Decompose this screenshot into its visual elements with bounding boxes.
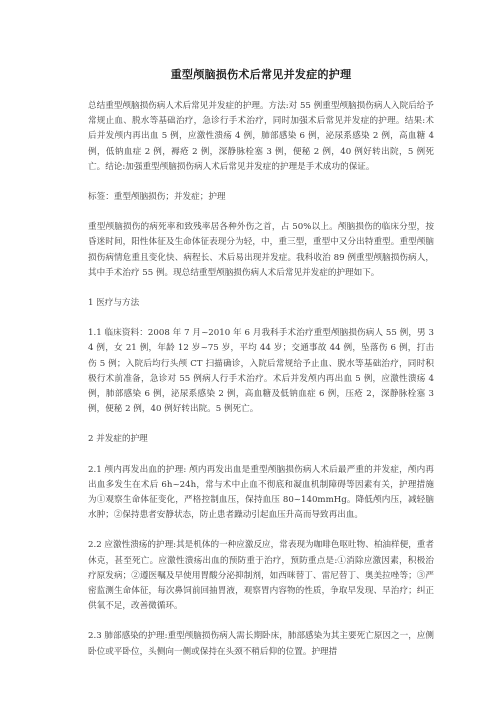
clinical-data-paragraph: 1.1 临床资料：2008 年 7 月~2010 年 6 月我科手术治疗重型颅脑损伤病人 55 例，男 34 例，女 21 例，年龄 12 岁~75 岁，平均 44 岁；交通事故 44 例，坠落伤 6 例，打击伤 5 例；入院后均行头颅 CT 扫描确诊，入院后常规给予止血、脱水等基础治疗，同时积极行术前准备，急诊对 55 例病人行手术治疗。术后并发颅内再出血 5 例，应激性溃疡 4 例，肺部感染 6 例，泌尿系感染 2 例，高血糖及低钠血症 6 例，压疮 2，深静脉栓塞 3 例，便秘 2 例，40 例好转出院。5 例死亡。 (88, 328, 434, 415)
intro-paragraph: 重型颅脑损伤的病死率和致残率居各种外伤之首，占 50%以上。颅脑损伤的临床分型，按昏迷时间，阳性体征及生命体征表现分为轻，中，重三型，重型中又分出特重型。重型颅脑损伤病情危重且变化快、病程长、术后易出现并发症。我科收治 89 例重型颅脑损伤病人，其中手术治疗 55 例。现总结重型颅脑损伤病人术后常见并发症的护理如下。 (88, 222, 434, 278)
stress-ulcer-paragraph: 2.2 应激性溃疡的护理:其是机体的一种应激反应，常表现为咖啡色呕吐物、柏油样便，重者休克，甚至死亡。应激性溃疡出血的预防重于治疗，预防重点是:①消除应激因素，积极治疗原发病；②遵医嘱及早使用胃酸分泌抑制剂，如西咪替丁、雷尼替丁、奥美拉唑等；③严密监测生命体征，每次鼻饲前回抽胃液，观察胃内容物的性质，争取早发现、早治疗；纠正供氧不足，改善微循环。 (88, 540, 434, 612)
pulmonary-infection-paragraph: 2.3 肺部感染的护理:重型颅脑损伤病人需长期卧床，肺部感染为其主要死亡原因之一，应侧卧位或平卧位，头侧向一侧或保持在头颈不稍后仰的位置。护理措 (88, 631, 434, 657)
paper-title: 重型颅脑损伤术后常见并发症的护理 (170, 68, 352, 81)
keywords-line: 标签：重型颅脑损伤；并发症；护理 (88, 192, 226, 203)
abstract-paragraph: 总结重型颅脑损伤病人术后常见并发症的护理。方法:对 55 例重型颅脑损伤病人入院后给予常规止血、脱水等基础治疗，急诊行手术治疗，同时加强术后常见并发症的护理。结果:术后并发颅内再出血 5 例，应激性溃疡 4 例，肺部感染 6 例，泌尿系感染 2 例，高血糖 4 例，低钠血症 2 例，褥疮 2 例，深静脉栓塞 3 例，便秘 2 例，40 例好转出院，5 例死亡。结论:加强重型颅脑损伤病人术后常见并发症的护理是手术成功的保证。 (88, 101, 434, 172)
section-heading-complications: 2 并发症的护理 (88, 434, 148, 445)
rebleeding-paragraph: 2.1 颅内再发出血的护理: 颅内再发出血是重型颅脑损伤病人术后最严重的并发症，颅内再出血多发生在术后 6h~24h，常与术中止血不彻底和凝血机制障碍等因素有关，护理措施为①观察生命体征变化，严格控制血压，保持血压 80~140mmHg。降低颅内压，减轻脑水肿；②保持患者安静状态，防止患者躁动引起血压升高而导致再出血。 (88, 464, 434, 521)
section-heading-methods: 1 医疗与方法 (88, 298, 140, 309)
